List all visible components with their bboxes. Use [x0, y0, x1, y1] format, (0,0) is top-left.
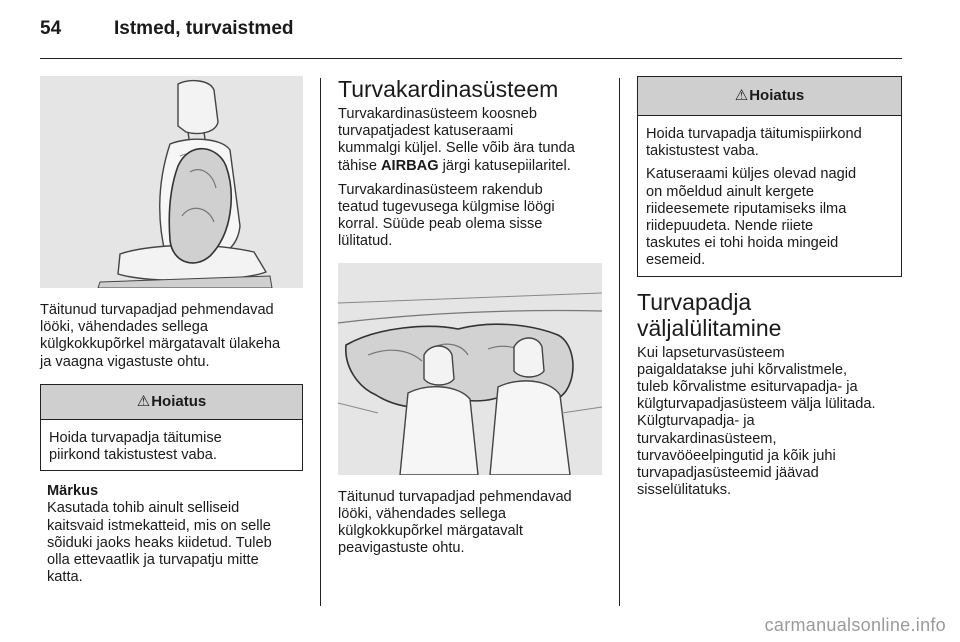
column-1: [40, 76, 303, 586]
curtain-airbag-figure: [338, 263, 602, 475]
paragraph-curtain-1: Turvakardinasüsteem koosneb turvapatjadest katuseraami kummalgi küljel. Selle võib ära tunda tähise AIRBAG järgi katusepiilaritel.: [338, 106, 575, 174]
column-2: [338, 76, 602, 564]
watermark: carmanualsonline.info: [764, 615, 946, 635]
warning-triangle-icon: ⚠: [136, 392, 151, 410]
section-heading-deactivation: Turvapadja väljalülitamine: [637, 288, 782, 341]
warning-body: Hoida turvapadja täitumispiirkond takistustest vaba. Katuseraami küljes olevad nagid on mõeldud ainult kergete riideesemete riputamiseks ilma riidepuudeta. Nende riiete taskutes ei tohi hoida mingeid esemeid.: [646, 126, 862, 269]
column-divider-2: [619, 78, 620, 606]
warning-box-2: [637, 76, 902, 277]
header-rule: [40, 58, 902, 59]
warning-triangle-icon: ⚠: [734, 87, 749, 104]
figure-caption-2: Täitunud turvapadjad pehmendavad lööki, vähendades sellega külgkokkupõrkel märgatavalt peavigastuste ohtu.: [338, 488, 572, 557]
page-title: Istmed, turvaistmed: [114, 18, 294, 39]
paragraph-curtain-2: Turvakardinasüsteem rakendub teatud tugevusega külgmise löögi korral. Süüde peab olema sisse lülitatud.: [338, 181, 555, 250]
note-title: Märkus: [47, 483, 99, 500]
seat-side-airbag-icon: [40, 76, 303, 288]
note-block: Märkus Kasutada tohib ainult selliseid kaitsvaid istmekatteid, mis on selle sõiduki jaoks heaks kiidetud. Tuleb olla ettevaatlik ja turvapatju mitte katta.: [40, 483, 303, 586]
seat-side-airbag-figure: [40, 76, 303, 288]
warning-body: Hoida turvapadja täitumise piirkond takistustest vaba.: [49, 429, 222, 464]
section-heading-curtain: Turvakardinasüsteem: [338, 76, 559, 102]
warning-header: ⚠Hoiatus: [638, 77, 901, 116]
page-number: 54: [40, 18, 62, 39]
warning-box-1: [40, 384, 303, 471]
paragraph-deactivation: Kui lapseturvasüsteem paigaldatakse juhi kõrvalistmele, tuleb kõrvalistme esiturvapadja- ja külgturvapadjasüsteem välja lülitada. Külgturvapadja- ja turvakardinasüsteem, turvavööeelpingutid ja kõik juhi turvapadjasüsteemid jäävad sisselülitatuks.: [637, 344, 876, 499]
curtain-airbag-icon: [338, 263, 602, 475]
column-divider-1: [320, 78, 321, 606]
column-3: [637, 76, 902, 506]
figure-caption-1: Täitunud turvapadjad pehmendavad lööki, vähendades sellega külgkokkupõrkel märgatavalt ülakeha ja vaagna vigastuste ohtu.: [40, 302, 281, 370]
warning-header: ⚠Hoiatus: [41, 385, 302, 420]
airbag-label: AIRBAG: [381, 157, 439, 174]
